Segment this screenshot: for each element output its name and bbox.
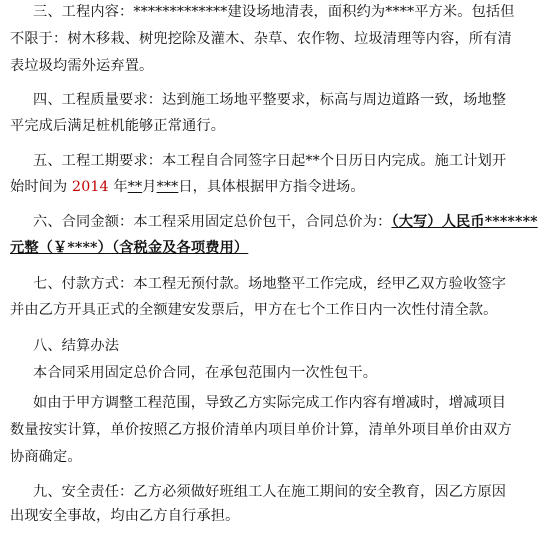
contract-amount-figure: 元整（￥****）	[10, 240, 112, 256]
section-8-paragraph-1: 本合同采用固定总价合同，在承包范围内一次性包干。	[33, 365, 378, 381]
section-9-line-1: 九、安全责任：乙方必须做好班组工人在施工期间的安全教育，因乙方原因	[33, 484, 507, 500]
section-6-line-1	[0, 212, 560, 232]
section-4-line-1: 四、工程质量要求：达到施工场地平整要求，标高与周边道路一致，场地整	[33, 92, 507, 108]
start-year: 2014	[72, 179, 109, 195]
section-5-line-1: 五、工程工期要求：本工程自合同签字日起**个日历日内完成。施工计划开	[33, 153, 507, 169]
section-8-paragraph-2-line-2: 数量按实计算，单价按照乙方报价清单内项目单价计算，清单外项目单价由双方	[10, 422, 512, 438]
section-7-line-2: 并由乙方开具正式的全额建安发票后，甲方在七个工作日内一次性付清全款。	[10, 302, 498, 318]
start-day: ***	[156, 179, 179, 195]
section-8-paragraph-2-line-3: 协商确定。	[10, 449, 82, 465]
section-5-line-2	[0, 177, 560, 197]
contract-amount-note: （含税金及各项费用）	[111, 240, 249, 256]
start-time-prefix: 始时间为	[10, 179, 73, 195]
start-time-suffix: 日，具体根据甲方指令进场。	[178, 179, 365, 195]
section-3-line-2: 不限于：树木移栽、树兜挖除及灌木、杂草、农作物、垃圾清理等内容，所有清	[10, 31, 512, 47]
section-3-line-3: 表垃圾均需外运弃置。	[10, 58, 154, 74]
contract-amount-prefix: 六、合同金额：本工程采用固定总价包干，合同总价为：	[33, 214, 392, 230]
section-8-paragraph-2-line-1: 如由于甲方调整工程范围，导致乙方实际完成工作内容有增减时，增减项目	[33, 395, 507, 411]
section-8-heading: 八、结算办法	[33, 338, 120, 354]
section-6-line-2	[0, 238, 560, 258]
start-month-suffix: 月	[142, 179, 157, 195]
section-7-line-1: 七、付款方式：本工程无预付款。场地整平工作完成，经甲乙双方验收签字	[33, 276, 507, 292]
section-9-line-2: 出现安全事故，均由乙方自行承担。	[10, 508, 240, 524]
section-4-line-2: 平完成后满足桩机能够正常通行。	[10, 118, 226, 134]
contract-amount-upper: （大写）人民币*******	[391, 214, 538, 230]
section-3-line-1: 三、工程内容：*************建设场地清表，面积约为****平方米。包括但	[33, 4, 515, 20]
start-month: **	[127, 179, 143, 195]
start-year-suffix: 年	[108, 179, 128, 195]
